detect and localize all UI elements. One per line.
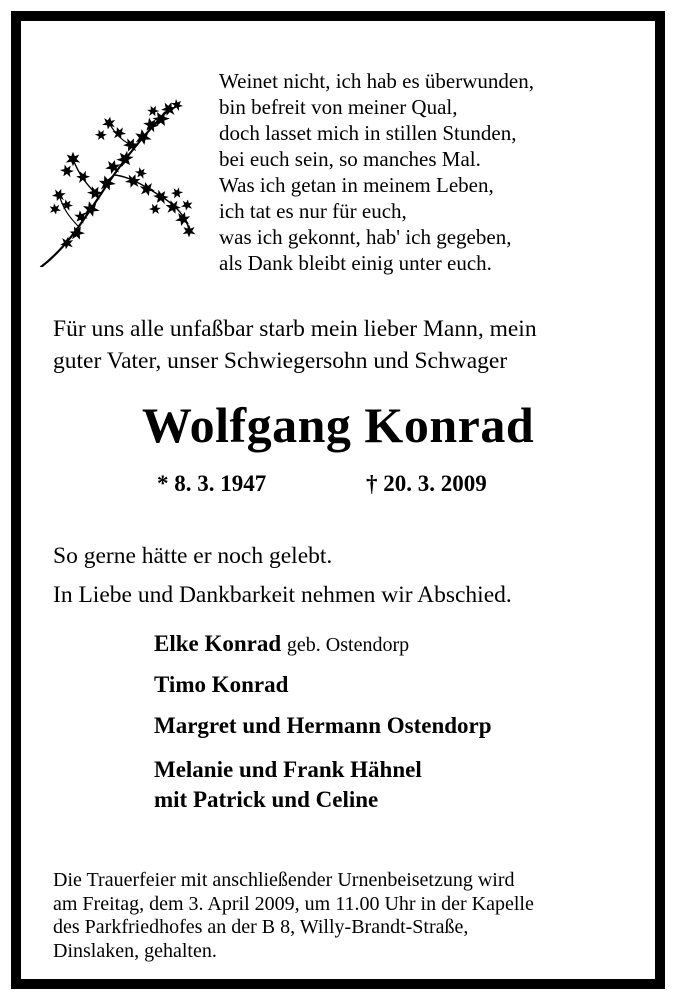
death-date: † 20. 3. 2009 — [366, 471, 487, 496]
ivy-leaf — [81, 199, 101, 219]
funeral-info — [53, 869, 534, 963]
poem-line: bei euch sein, so manches Mal. — [219, 147, 481, 171]
ivy-leaf — [51, 187, 67, 203]
mourner-name: Elke Konrad — [154, 631, 282, 656]
ivy-leaf — [151, 187, 171, 207]
poem-line: ich tat es nur für euch, — [219, 199, 407, 223]
intro-text — [53, 313, 537, 377]
ivy-leaf — [67, 223, 86, 242]
poem — [219, 68, 534, 276]
funeral-line: Dinslaken, gehalten. — [53, 939, 217, 962]
mourner-entry: Margret und Hermann Ostendorp — [154, 713, 492, 738]
closing-line: So gerne hätte er noch gelebt. — [53, 543, 333, 569]
poem-line: doch lasset mich in stillen Stunden, — [219, 121, 517, 145]
deceased-name: Wolfgang Konrad — [141, 397, 535, 453]
ivy-leaf — [59, 197, 75, 213]
birth-date: * 8. 3. 1947 — [157, 471, 267, 496]
mourner-note: geb. Ostendorp — [286, 634, 410, 656]
mourner-entry — [154, 755, 422, 815]
poem-line: als Dank bleibt einig unter euch. — [219, 251, 492, 275]
ivy-leaf — [148, 202, 163, 217]
poem-line: Weinet nicht, ich hab es überwunden, — [219, 69, 534, 93]
ivy-leaf — [93, 127, 108, 142]
ivy-leaf — [74, 168, 91, 185]
intro-line: guter Vater, unser Schwiegersohn und Schwager — [53, 348, 508, 374]
ivy-stem — [115, 175, 189, 229]
ivy-leaf — [102, 116, 117, 131]
poem-line: bin befreit von meiner Qual, — [219, 95, 458, 119]
mourner-name: mit Patrick und Celine — [154, 787, 379, 812]
ivy-leaf — [169, 185, 185, 201]
ivy-leaf — [183, 225, 196, 238]
ivy-stem — [59, 195, 79, 227]
ivy-leaf — [181, 199, 194, 212]
closing-line: In Liebe und Dankbarkeit nehmen wir Abschied. — [53, 582, 512, 608]
ivy-leaf — [111, 125, 127, 141]
intro-line: Für uns alle unfaßbar starb mein lieber Mann, mein — [53, 316, 537, 342]
poem-line: was ich gekonnt, hab' ich gegeben, — [219, 225, 512, 249]
mourner-entry — [154, 631, 409, 657]
funeral-line: am Freitag, dem 3. April 2009, um 11.00 Uhr in der Kapelle — [53, 892, 534, 915]
funeral-line: des Parkfriedhofes an der B 8, Willy-Brandt-Straße, — [53, 916, 469, 938]
poem-line: Was ich getan in meinem Leben, — [219, 173, 494, 197]
mourner-entry: Timo Konrad — [154, 672, 289, 697]
ivy-leaf — [66, 152, 80, 166]
ivy-leaf — [49, 203, 62, 216]
ivy-branch-icon — [37, 97, 197, 267]
obituary-notice — [11, 11, 665, 989]
ivy-leaf — [138, 180, 156, 198]
mourner-name: Melanie und Frank Hähnel — [154, 757, 422, 782]
funeral-line: Die Trauerfeier mit anschließender Urnenbeisetzung wird — [53, 869, 515, 891]
